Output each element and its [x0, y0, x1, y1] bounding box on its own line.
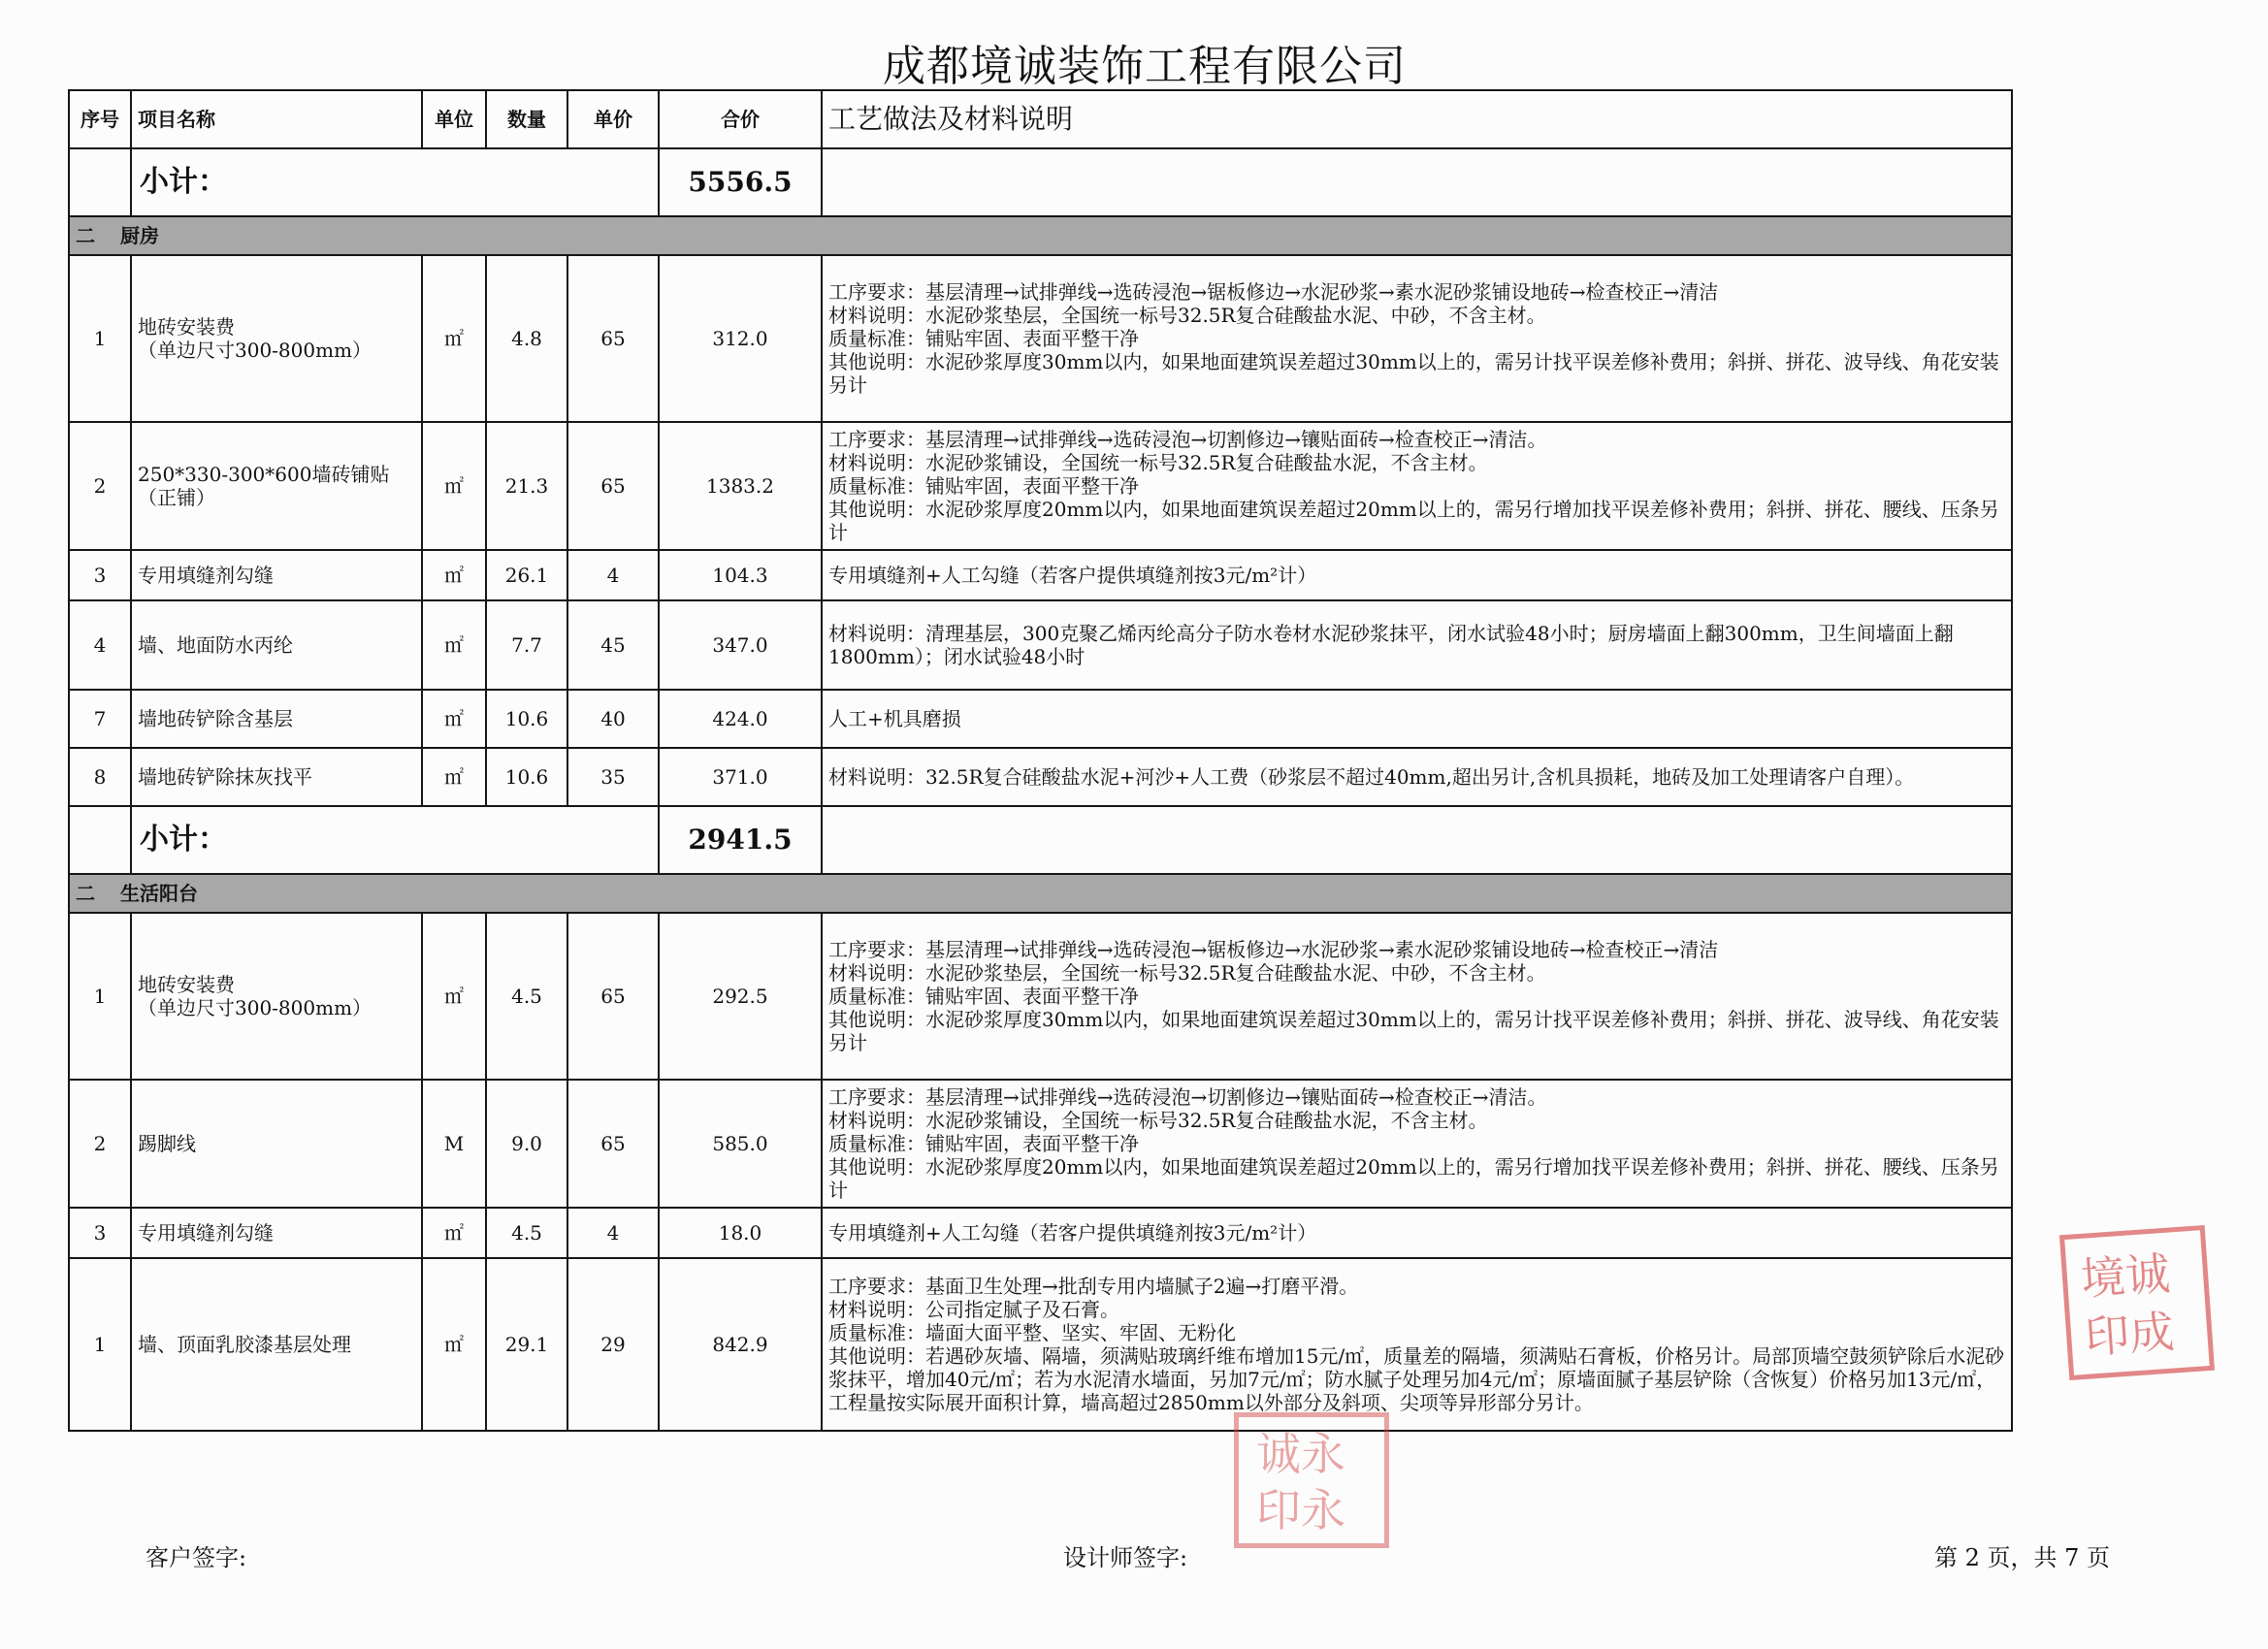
svg-text:诚永: 诚永: [1256, 1428, 1345, 1480]
desc-line: 材料说明：公司指定腻子及石膏。: [828, 1298, 1119, 1321]
page-number: 第 2 页，共 7 页: [1934, 1544, 2111, 1571]
cell-seq: 3: [69, 550, 131, 600]
subtotal-value: 5556.5: [659, 148, 822, 216]
table-row: [69, 748, 2012, 806]
desc-line: 材料说明：水泥砂浆垫层，全国统一标号32.5R复合硅酸盐水泥、中砂，不含主材。: [828, 304, 1546, 327]
subtotal-row-previous: [69, 148, 2012, 216]
company-title: 成都境诚装饰工程有限公司: [883, 42, 1407, 91]
desc-line: 工序要求：基层清理→试排弹线→选砖浸泡→锯板修边→水泥砂浆→素水泥砂浆铺设地砖→检查校正→清洁: [828, 938, 1719, 961]
cell-seq: 2: [69, 422, 131, 550]
cell-unit: ㎡: [422, 1258, 486, 1431]
cell-seq: 1: [69, 1258, 131, 1431]
header-qty: 数量: [486, 90, 567, 148]
header-row: [69, 90, 2012, 148]
desc-line: 其他说明：水泥砂浆厚度30mm以内，如果地面建筑误差超过30mm以上的，需另计找平误差修补费用；斜拼、拼花、波导线、角花安装另计: [828, 1008, 1999, 1054]
header-price: 单价: [567, 90, 659, 148]
desc-line: 材料说明：32.5R复合硅酸盐水泥+河沙+人工费（砂浆层不超过40mm,超出另计,含机具损耗，地砖及加工处理请客户自理）。: [828, 765, 1915, 789]
cell-unit: ㎡: [422, 690, 486, 748]
cell-name: 250*330-300*600墙砖铺贴（正铺）: [131, 422, 422, 550]
subtotal-label: 小计：: [131, 806, 659, 874]
cell-qty: 4.8: [486, 255, 567, 422]
company-seal-stamp: [2059, 1225, 2215, 1380]
cell-total: 1383.2: [659, 422, 822, 550]
cell-qty: 10.6: [486, 690, 567, 748]
table-row: [69, 600, 2012, 690]
desc-line: 人工+机具磨损: [828, 707, 961, 730]
cell-qty: 4.5: [486, 913, 567, 1080]
table-row: [69, 1208, 2012, 1258]
cell-total: 842.9: [659, 1258, 822, 1431]
cell-desc: [822, 255, 2012, 422]
cell-desc: [822, 550, 2012, 600]
cell-desc: [822, 600, 2012, 690]
section-kitchen: [69, 216, 2012, 255]
cell-qty: 9.0: [486, 1080, 567, 1208]
cell-seq: 4: [69, 600, 131, 690]
customer-signature-label: 客户签字:: [146, 1544, 247, 1571]
svg-text:印永: 印永: [1256, 1484, 1345, 1536]
cell-qty: 10.6: [486, 748, 567, 806]
designer-signature-label: 设计师签字:: [1063, 1544, 1188, 1571]
desc-line: 其他说明：水泥砂浆厚度20mm以内，如果地面建筑误差超过20mm以上的，需另行增加找平误差修补费用；斜拼、拼花、腰线、压条另计: [828, 498, 1999, 544]
cell-price: 65: [567, 913, 659, 1080]
desc-line: 专用填缝剂+人工勾缝（若客户提供填缝剂按3元/m²计）: [828, 1221, 1317, 1245]
cell-total: 292.5: [659, 913, 822, 1080]
header-seq: 序号: [69, 90, 131, 148]
cell-desc: [822, 913, 2012, 1080]
cell-seq: 1: [69, 255, 131, 422]
cell-qty: 21.3: [486, 422, 567, 550]
cell-seq: 1: [69, 913, 131, 1080]
cell-price: 65: [567, 1080, 659, 1208]
cell-unit: ㎡: [422, 748, 486, 806]
cell-qty: 7.7: [486, 600, 567, 690]
desc-line: 质量标准：铺贴牢固、表面平整干净: [828, 327, 1139, 350]
cell-unit: ㎡: [422, 550, 486, 600]
cell-desc: [822, 1258, 2012, 1431]
cell-price: 4: [567, 1208, 659, 1258]
table-row: [69, 422, 2012, 550]
cell-name: 墙、地面防水丙纶: [131, 600, 422, 690]
cell-desc: [822, 748, 2012, 806]
subtotal-row-kitchen: [69, 806, 2012, 874]
section-title: 厨房: [120, 224, 159, 247]
cell-price: 35: [567, 748, 659, 806]
cell-total: 347.0: [659, 600, 822, 690]
table-row: [69, 690, 2012, 748]
desc-line: 其他说明：水泥砂浆厚度30mm以内，如果地面建筑误差超过30mm以上的，需另计找平误差修补费用；斜拼、拼花、波导线、角花安装另计: [828, 350, 1999, 397]
desc-line: 材料说明：清理基层，300克聚乙烯丙纶高分子防水卷材水泥砂浆抹平，闭水试验48小时；厨房墙面上翻300mm，卫生间墙面上翻1800mm）；闭水试验48小时: [828, 622, 1954, 668]
section-balcony: [69, 874, 2012, 913]
svg-text:印成: 印成: [2083, 1305, 2177, 1364]
cell-qty: 26.1: [486, 550, 567, 600]
header-desc: 工艺做法及材料说明: [822, 90, 2012, 148]
cell-unit: ㎡: [422, 913, 486, 1080]
cell-seq: 2: [69, 1080, 131, 1208]
cell-desc: [822, 1080, 2012, 1208]
seal-icon: [1239, 1417, 1384, 1543]
cell-seq: 7: [69, 690, 131, 748]
desc-line: 材料说明：水泥砂浆垫层，全国统一标号32.5R复合硅酸盐水泥、中砂，不含主材。: [828, 961, 1546, 985]
cell-total: 585.0: [659, 1080, 822, 1208]
cell-desc: [822, 422, 2012, 550]
desc-line: 质量标准：墙面大面平整、坚实、牢固、无粉化: [828, 1321, 1236, 1344]
cell-name: 专用填缝剂勾缝: [131, 550, 422, 600]
cell-price: 4: [567, 550, 659, 600]
subtotal-value: 2941.5: [659, 806, 822, 874]
cell-price: 40: [567, 690, 659, 748]
cell-name: 地砖安装费 （单边尺寸300-800mm）: [131, 913, 422, 1080]
cell-unit: ㎡: [422, 1208, 486, 1258]
cell-total: 371.0: [659, 748, 822, 806]
desc-line: 材料说明：水泥砂浆铺设，全国统一标号32.5R复合硅酸盐水泥，不含主材。: [828, 451, 1488, 474]
cell-qty: 4.5: [486, 1208, 567, 1258]
desc-line: 质量标准：铺贴牢固、表面平整干净: [828, 985, 1139, 1008]
section-number: 二: [76, 224, 95, 247]
desc-line: 其他说明：若遇砂灰墙、隔墙，须满贴玻璃纤维布增加15元/㎡，质量差的隔墙，须满贴石膏板，价格另计。局部顶墙空鼓须铲除后水泥砂浆抹平，增加40元/㎡；若为水泥清水墙面，另加7元/㎡；防水腻子处理另加4元/㎡；原墙面腻子基层铲除（含恢复）价格另加13元/㎡，工程量按实际展开面积计算，墙高超过2850mm以外部分及斜项、尖项等异形部分另计。: [828, 1344, 2005, 1414]
table-row: [69, 913, 2012, 1080]
cell-desc: [822, 1208, 2012, 1258]
cell-name: 墙地砖铲除抹灰找平: [131, 748, 422, 806]
header-total: 合价: [659, 90, 822, 148]
header-unit: 单位: [422, 90, 486, 148]
seal-icon: [2064, 1230, 2209, 1374]
cell-name: 墙、顶面乳胶漆基层处理: [131, 1258, 422, 1431]
cell-seq: 3: [69, 1208, 131, 1258]
desc-line: 工序要求：基层清理→试排弹线→选砖浸泡→锯板修边→水泥砂浆→素水泥砂浆铺设地砖→检查校正→清洁: [828, 280, 1719, 304]
desc-line: 质量标准：铺贴牢固，表面平整干净: [828, 474, 1139, 498]
quotation-table: [68, 89, 2013, 1432]
cell-name: 踢脚线: [131, 1080, 422, 1208]
cell-unit: M: [422, 1080, 486, 1208]
cell-unit: ㎡: [422, 422, 486, 550]
cell-price: 65: [567, 255, 659, 422]
cell-qty: 29.1: [486, 1258, 567, 1431]
cell-unit: ㎡: [422, 255, 486, 422]
cell-name: 墙地砖铲除含基层: [131, 690, 422, 748]
cell-name: 地砖安装费 （单边尺寸300-800mm）: [131, 255, 422, 422]
cell-seq: 8: [69, 748, 131, 806]
desc-line: 质量标准：铺贴牢固，表面平整干净: [828, 1132, 1139, 1155]
header-name: 项目名称: [131, 90, 422, 148]
cell-price: 45: [567, 600, 659, 690]
table-row: [69, 1258, 2012, 1431]
desc-line: 其他说明：水泥砂浆厚度20mm以内，如果地面建筑误差超过20mm以上的，需另行增加找平误差修补费用；斜拼、拼花、腰线、压条另计: [828, 1155, 1999, 1202]
table-row: [69, 255, 2012, 422]
cell-total: 104.3: [659, 550, 822, 600]
table-row: [69, 1080, 2012, 1208]
cell-total: 424.0: [659, 690, 822, 748]
desc-line: 工序要求：基层清理→试排弹线→选砖浸泡→切割修边→镶贴面砖→检查校正→清洁。: [828, 1085, 1547, 1109]
desc-line: 专用填缝剂+人工勾缝（若客户提供填缝剂按3元/m²计）: [828, 564, 1317, 587]
cell-unit: ㎡: [422, 600, 486, 690]
table-row: [69, 550, 2012, 600]
desc-line: 工序要求：基层清理→试排弹线→选砖浸泡→切割修边→镶贴面砖→检查校正→清洁。: [828, 428, 1547, 451]
cell-desc: [822, 690, 2012, 748]
table-body: [69, 90, 2012, 1431]
section-title: 生活阳台: [120, 882, 198, 905]
cell-price: 65: [567, 422, 659, 550]
cell-total: 312.0: [659, 255, 822, 422]
desc-line: 材料说明：水泥砂浆铺设，全国统一标号32.5R复合硅酸盐水泥，不含主材。: [828, 1109, 1488, 1132]
cell-price: 29: [567, 1258, 659, 1431]
svg-text:境诚: 境诚: [2079, 1246, 2172, 1306]
section-number: 二: [76, 882, 95, 905]
desc-line: 工序要求：基面卫生处理→批刮专用内墙腻子2遍→打磨平滑。: [828, 1275, 1359, 1298]
cell-name: 专用填缝剂勾缝: [131, 1208, 422, 1258]
subtotal-label: 小计：: [131, 148, 659, 216]
cell-total: 18.0: [659, 1208, 822, 1258]
personal-seal-stamp: [1234, 1412, 1389, 1548]
